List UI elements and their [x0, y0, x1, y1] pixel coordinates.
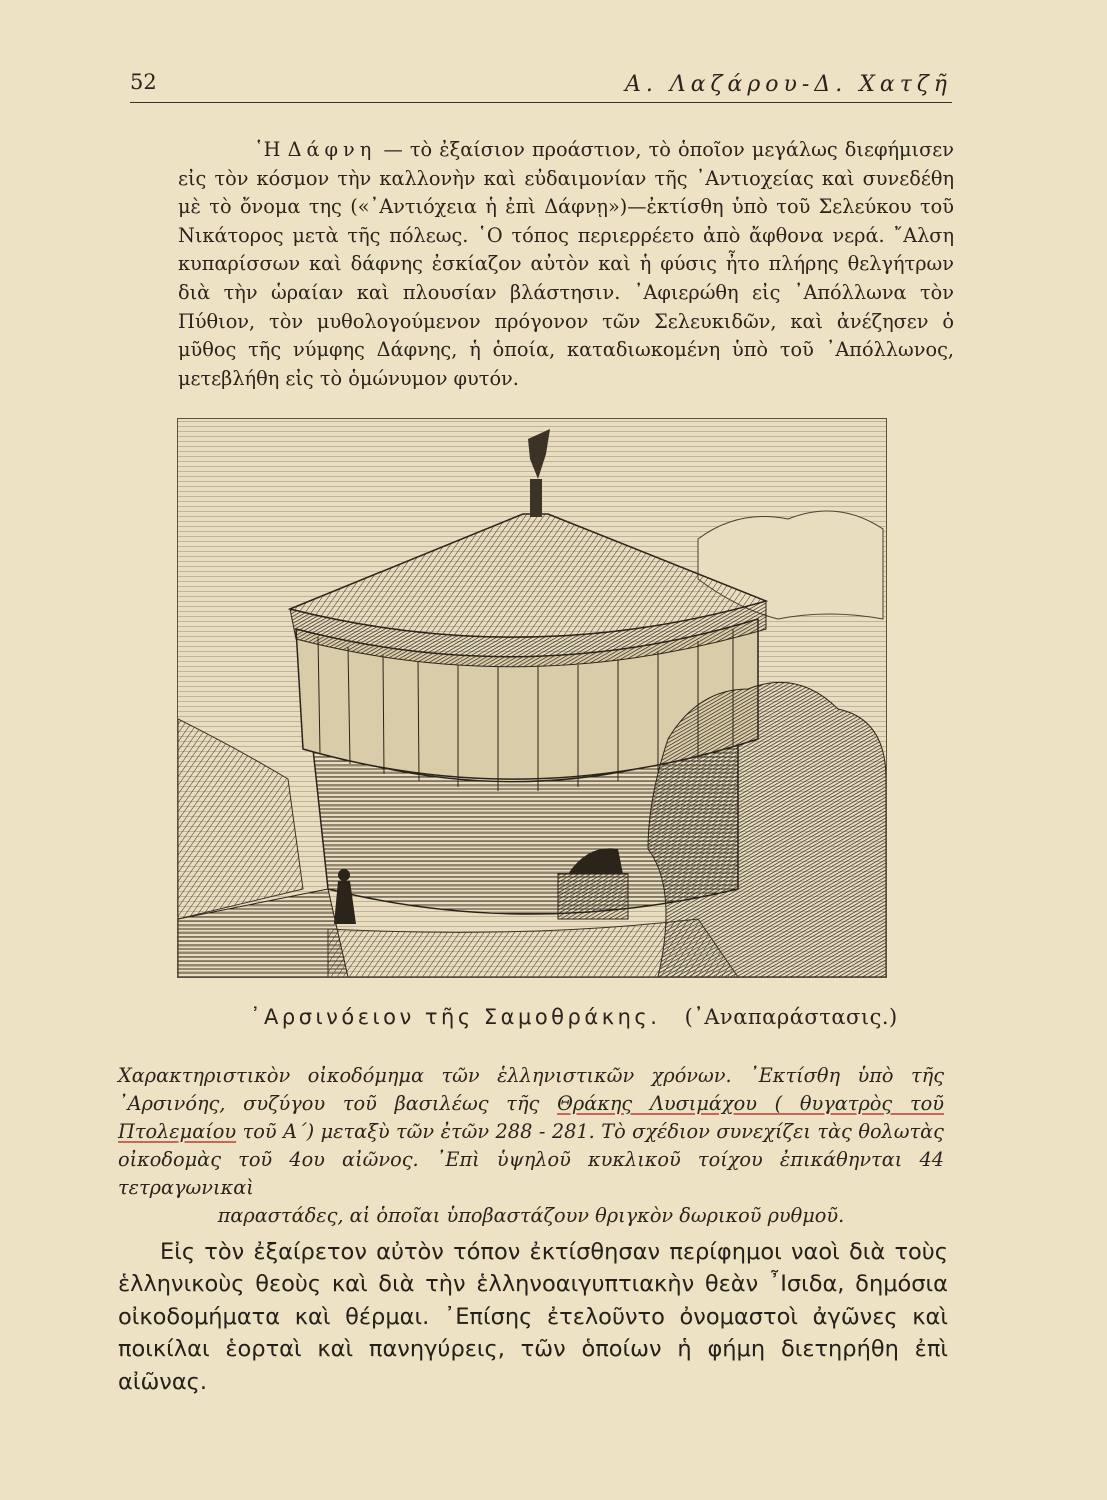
figure-title-text: ᾿Αρσινόειον τῆς Σαμοθράκης. [250, 1005, 661, 1029]
page-number: 52 [130, 70, 157, 94]
arsinoeion-engraving [178, 419, 886, 977]
intro-paragraph [178, 136, 954, 393]
caption-part-1: Χαρακτηριστικὸν οἰκοδόμημα τῶν ἑλληνιστικῶν χρόνων. ᾿Εκτίσθη ὑπὸ τῆς ᾿Αρσινόης, συζύγου τοῦ βασιλέως τῆς [118, 1064, 944, 1115]
engraving-illustration [177, 418, 887, 978]
running-head: Α. Λαζάρου-Δ. Χατζῆ [624, 72, 952, 97]
caption-last-line: παραστάδες, αἱ ὁποῖαι ὑποβαστάζουν θριγκὸν δωρικοῦ ρυθμοῦ. [217, 1204, 845, 1227]
figure-subtitle: (᾿Αναπαράστασις.) [684, 1005, 898, 1029]
figure-caption [118, 1062, 944, 1230]
intro-text: — τὸ ἐξαίσιον προάστιον, τὸ ὁποῖον μεγάλως διεφήμισεν εἰς τὸν κόσμον τὴν καλλονὴν καὶ εὐδαιμονίαν τῆς ᾿Αντιοχείας καὶ συνεδέθη μὲ τὸ ὄνομα της («᾿Αντιόχεια ἡ ἐπὶ Δάφνῃ»)—ἐκτίσθη ὑπὸ τοῦ Σελεύκου τοῦ Νικάτορος μετὰ τῆς πόλεως. ῾Ο τόπος περιερρέετο ἀπὸ ἄφθονα νερά. ῎Αλση κυπαρίσσων καὶ δάφνης ἐσκίαζον αὐτὸν καὶ ἡ φύσις ἦτο πλήρης θελγήτρων διὰ τὴν ὡραίαν καὶ πλουσίαν βλάστησιν. ᾿Αφιερώθη εἰς ᾿Απόλλωνα τὸν Πύθιον, τὸν μυθολογούμενον πρόγονον τῶν Σελευκιδῶν, καὶ ἀνέζησεν ὁ μῦθος τῆς νύμφης Δάφνης, ἡ ὁποία, καταδιωκομένη ὑπὸ τοῦ ᾿Απόλλωνος, μετεβλήθη εἰς τὸ ὁμώνυμον φυτόν. [178, 138, 954, 390]
caption-part-2: τοῦ Α΄) μεταξὺ τῶν ἐτῶν 288 - 281. Τὸ σχέδιον συνεχίζει τὰς θολωτὰς οἰκοδομὰς τοῦ 4ου αἰῶνος. ᾿Επὶ ὑψηλοῦ κυκλικοῦ τοίχου ἐπικάθηνται 44 τετραγωνικαὶ [118, 1120, 944, 1199]
figure-title [250, 1005, 898, 1029]
intro-spaced-word: Δάφνη [287, 138, 377, 161]
body-paragraph: Εἰς τὸν ἐξαίρετον αὐτὸν τόπον ἐκτίσθησαν περίφημοι ναοὶ διὰ τοὺς ἑλληνικοὺς θεοὺς καὶ διὰ τὴν ἑλληνοαιγυπτιακὴν θεὰν ῏Ισιδα, δημόσια οἰκοδομήματα καὶ θέρμαι. ᾿Επίσης ἐτελοῦντο ὀνομαστοὶ ἀγῶνες καὶ ποικίλαι ἑορταὶ καὶ πανηγύρεις, τῶν ὁποίων ἡ φήμη διετηρήθη ἐπὶ αἰῶνας. [118, 1239, 948, 1395]
page-header [130, 66, 952, 103]
caption-underlined: Θράκης Λυσιμάχου ( θυγατρὸς τοῦ Πτολεμαίου [118, 1092, 944, 1143]
intro-lead: ῾Η [254, 138, 281, 161]
